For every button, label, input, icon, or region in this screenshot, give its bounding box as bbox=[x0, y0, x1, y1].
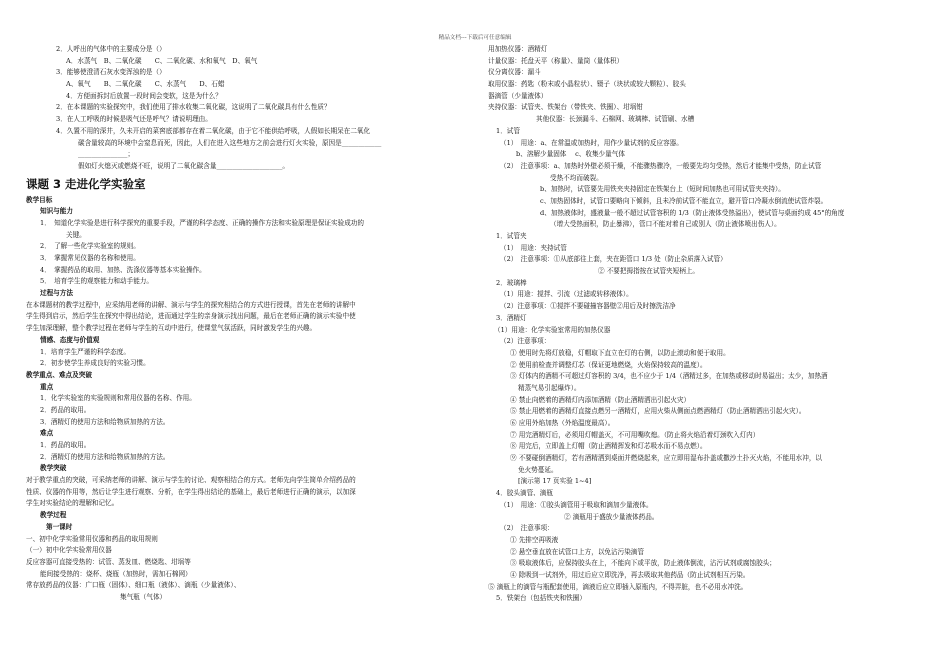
exercise-line: 2．人呼出的气体中的主要成分是（） bbox=[56, 45, 166, 53]
equipment-line: 5．铁架台（包括铁夹和铁圈） bbox=[496, 594, 586, 603]
exercise-line: 碳含量较高的环境中会窒息而死，因此，人们在进入这些地方之前会进行灯火实验，原因是____________ bbox=[78, 138, 382, 147]
lesson-line: 能间接受热的：烧杯、烧瓶（加热时，需加石棉网） bbox=[40, 569, 192, 578]
equipment-line: 器滴管（少量液体） bbox=[488, 91, 548, 100]
equipment-line: （2）注意事项： bbox=[500, 337, 551, 346]
equipment-line: ⑨ 不要碰倒酒精灯，若有酒精洒到桌面并燃烧起来，应立即用湿布扑盖或撒沙土扑灭火焰，不能用水冲，以 bbox=[510, 454, 823, 463]
equipment-line: （2） 注意事项：①从底部往上套，夹在距管口 1/3 处（防止杂质落入试管） bbox=[500, 255, 727, 264]
exercise-line: 4．方便面拆封后放置一段时间会变软，这是为什么？ bbox=[66, 91, 222, 100]
lesson-line: 学生对实验结论的理解和记忆。 bbox=[26, 499, 119, 508]
equipment-line: ① 使用时先将灯放稳，灯帽取下直立在灯的右侧，以防止滚动和便于取用。 bbox=[510, 348, 730, 357]
equipment-line: （1） 用途：夹持试管 bbox=[500, 243, 567, 252]
lesson-line: 3． 掌握常见仪器的名称和使用。 bbox=[40, 254, 140, 262]
equipment-line: b、加热时，试管要先用铁夹夹持固定在铁架台上（短时间加热也可用试管夹夹持）。 bbox=[540, 185, 785, 194]
exercise-line: A、氧气 B、二氧化碳 C、水蒸气 D、石蜡 bbox=[66, 80, 225, 89]
equipment-line: ③ 吸取液体后，应保持胶头在上，不能向下或平放，防止液体倒流，沾污试剂或腐蚀胶头； bbox=[510, 559, 776, 568]
lesson-line: 学生加深理解，整个教学过程在老师与学生的互动中进行，使课堂气氛活跃，同时激发学生的兴趣。 bbox=[26, 324, 317, 333]
lesson-line: 教学突破 bbox=[40, 464, 67, 473]
lesson-line: 反应容器可直接受热的：试管、蒸发皿、燃烧匙、坩埚等 bbox=[26, 557, 191, 566]
left-column bbox=[26, 44, 466, 604]
lesson-line: 关键。 bbox=[66, 230, 86, 239]
lesson-line: 4． 掌握药品的取用、加热、洗涤仪器等基本实验操作。 bbox=[40, 265, 206, 274]
equipment-line: （1） 用途：①胶头滴管用于吸取和滴加少量液体。 bbox=[500, 500, 653, 509]
lesson-body bbox=[26, 195, 466, 604]
equipment-line: ② 滴瓶用于盛放少量液体药品。 bbox=[564, 512, 659, 521]
lesson-line: 1．培育学生严谨的科学态度。 bbox=[40, 347, 130, 356]
lesson-line: 2．药品的取用。 bbox=[40, 405, 91, 414]
lesson-line: 集气瓶（气体） bbox=[120, 592, 167, 601]
lesson-line: 重点 bbox=[40, 382, 54, 391]
equipment-line: 取用仪器：药匙（粉末或小晶粒状）、镊子（块状或较大颗粒）、胶头 bbox=[488, 80, 686, 89]
equipment-line: 精蒸气易引起爆炸）。 bbox=[518, 383, 581, 392]
equipment-line: （2） 注意事项：a、加热时外壁必须干燥，不能骤热骤冷，一般要先均匀受热，然后才能集中受热，防止试管 bbox=[500, 161, 822, 170]
lesson-line: （一）初中化学实验常用仪器 bbox=[26, 546, 112, 555]
lesson-line: 1．药品的取用。 bbox=[40, 441, 91, 449]
equipment-line: ④ 禁止向燃着的酒精灯内添加酒精（防止酒精洒出引起火灾） bbox=[510, 395, 691, 404]
exercise-line: 4．久置不用的深井，久未开启的菜窖底部都存在着二氧化碳，由于它不能供给呼吸，人假如长期呆在二氧化 bbox=[56, 126, 371, 135]
exercise-line: 假如灯火熄灭或燃烧不旺，说明了二氧化碳含量____________________。 bbox=[78, 161, 289, 170]
equipment-line: 其他仪器：长颈漏斗、石棉网、玻璃棒、试管刷、水槽 bbox=[536, 115, 695, 124]
equipment-line: ⑤ 禁止用燃着的酒精灯直接点燃另一酒精灯，应用火柴从侧面点燃酒精灯（防止酒精洒出引起火灾）。 bbox=[510, 407, 806, 416]
lesson-line: 一、初中化学实验常用仪器和药品的取用规则 bbox=[26, 534, 158, 543]
equipment-line: ⑦ 用完酒精灯后，必须用灯帽盖灭，不可用嘴吹熄。（防止将火焰沿着灯颈吹入灯内） bbox=[510, 430, 760, 439]
lesson-line: 对于教学重点的突破，可采纳老师的讲解、演示与学生的讨论、观察相结合的方式。老师先向学生简单介绍药品的 bbox=[26, 476, 356, 485]
equipment-line: （2）注意事项：①搅拌不要碰撞容器壁②用后及时擦洗洁净 bbox=[500, 302, 676, 311]
equipment-line: 用加热仪器：酒精灯 bbox=[488, 45, 548, 53]
equipment-line: b、溶解少量固体 c、收集少量气体 bbox=[516, 150, 625, 159]
lesson-line: 2．初步使学生养成良好的实验习惯。 bbox=[40, 359, 150, 368]
lesson-title: 课题 3 走进化学实验室 bbox=[26, 176, 146, 191]
equipment-line: （1）用途：搅拌、引流（过滤或转移液体）。 bbox=[500, 290, 633, 299]
right-column bbox=[488, 44, 928, 605]
equipment-section bbox=[488, 44, 928, 605]
lesson-line: 2．酒精灯的使用方法和给物质加热的方法。 bbox=[40, 452, 170, 461]
equipment-line: 受热不均而破裂。 bbox=[550, 173, 603, 182]
lesson-line: 5． 培育学生的观察能力和动手能力。 bbox=[40, 277, 153, 286]
equipment-line: 免火势蔓延。 bbox=[518, 465, 558, 474]
equipment-line: ⑧ 用完后，立即盖上灯帽（防止酒精挥发和灯芯吸水而不易点燃）。 bbox=[510, 442, 707, 451]
lesson-line: 过程与方法 bbox=[40, 289, 73, 298]
equipment-line: 计量仪器：托盘天平（称量）、量筒（量体积） bbox=[488, 56, 624, 65]
equipment-line: ② 使用前检查并调整灯芯（保证更地燃烧，火焰保持较高的温度）。 bbox=[510, 360, 707, 369]
lesson-line: 情感、态度与价值观 bbox=[40, 335, 100, 344]
lesson-line: 1． 知道化学实验是进行科学探究的重要手段，严谨的科学态度、正确的操作方法和实验原理是保证实验成功的 bbox=[40, 218, 364, 227]
lesson-line: 在本课题材的教学过程中，应采纳用老师的讲解、演示与学生的探究相结合的方式进行授课，首先在老师的讲解中 bbox=[26, 300, 356, 309]
lesson-line: 学生得到启示，然后学生在探究中得出结论，进而通过学生的亲身演示找出问题，最后在老师正确的演示实验中使 bbox=[26, 312, 356, 321]
equipment-line: d、加热液体时，盛液量一般不超过试管容积的 1/3（防止液体受热溢出），使试管与桌面约成 45°的角度 bbox=[540, 208, 845, 217]
equipment-line: 夹持仪器：试管夹、铁架台（带铁夹、铁圈）、坩埚钳 bbox=[488, 103, 643, 112]
lesson-line: 知识与能力 bbox=[40, 207, 73, 216]
equipment-line: ④ 除吸到一试剂外，用过后应立即洗净，再去吸取其他药品（防止试剂相互污染。 bbox=[510, 570, 750, 579]
equipment-line: [演示第 17 页实验 1~4] bbox=[518, 477, 592, 486]
equipment-line: 1．试管夹 bbox=[496, 232, 527, 240]
equipment-line: 3．酒精灯 bbox=[496, 313, 527, 322]
lesson-line: 常存放药品的仪器：广口瓶（固体）、细口瓶（液体）、滴瓶（少量液体）、 bbox=[26, 581, 241, 590]
equipment-line: （1）用途：化学实验室常用的加热仪器 bbox=[494, 325, 611, 334]
lesson-line: 性质、仪器的作用等，然后让学生进行观察、分析，在学生得出结论的基础上，最后老师进行正确的演示，以加深 bbox=[26, 487, 356, 496]
equipment-line: （1） 用途：a、在常温或加热时，用作少量试剂的反应容器。 bbox=[500, 138, 683, 147]
exercise-line: A．水蒸气 B、二氧化碳 C、二氧化碳、水和氧气 D、氧气 bbox=[66, 56, 258, 65]
equipment-line: （2） 注意事项： bbox=[500, 524, 554, 533]
lesson-line: 3．酒精灯的使用方法和给物质加热的方法。 bbox=[40, 417, 170, 426]
exercise-line: 2．在本课题的实验探究中，我们使用了排水收集二氧化碳，这说明了二氧化碳具有什么性质？ bbox=[56, 103, 331, 112]
equipment-line: ③ 灯体内的酒精不可超过灯容积的 3/4，也不应少于 1/4（酒精过多，在加热或移动时易溢出；太少，加热酒 bbox=[510, 372, 828, 381]
page-header: 精品文档---下载后可任意编辑 bbox=[438, 35, 512, 41]
exercise-line: 3．能够使澄清石灰水变浑浊的是（） bbox=[56, 68, 166, 77]
exercise-line: _______________； bbox=[78, 150, 135, 159]
equipment-line: ② 悬空垂直放在试管口上方，以免沾污染滴管 bbox=[510, 547, 644, 556]
lesson-line: 教学目标 bbox=[26, 195, 53, 204]
equipment-line: ⑥ 应用外焰加热（外焰温度最高）。 bbox=[510, 419, 615, 427]
equipment-line: 仪分离仪器：漏斗 bbox=[488, 68, 541, 77]
equipment-line: ② 不要把拇指按在试管夹短柄上。 bbox=[598, 267, 700, 276]
equipment-line: 2．玻璃棒 bbox=[496, 278, 527, 287]
lesson-line: 第一课时 bbox=[46, 522, 73, 531]
exercise-line: 3．在人工呼吸的时候是吸气还是呼气？请说明理由。 bbox=[56, 115, 212, 124]
lesson-line: 2． 了解一些化学实验室的规则。 bbox=[40, 242, 140, 251]
exercise-section bbox=[26, 44, 466, 173]
equipment-line: ⑤ 滴瓶上的滴管与瓶配套使用，滴液后应立即插入原瓶内，不得弄脏，也不必用水冲洗。 bbox=[488, 582, 748, 591]
lesson-line: 教学过程 bbox=[40, 511, 67, 520]
lesson-line: 1．化学实验室的实验规则和常用仪器的名称、作用。 bbox=[40, 394, 196, 403]
equipment-line: （增大受热面积，防止暴沸），管口不能对着自己或别人（防止液体喷出伤人）。 bbox=[550, 220, 781, 229]
equipment-line: c、加热固体时，试管口要略向下倾斜，且未冷前试管不能直立，避开管口冷凝水倒流使试管炸裂。 bbox=[540, 196, 828, 205]
lesson-line: 难点 bbox=[40, 429, 54, 438]
equipment-line: ① 先排空再吸液 bbox=[510, 535, 559, 544]
equipment-line: 4．胶头滴管、滴瓶 bbox=[496, 489, 553, 498]
lesson-line: 教学重点、难点及突破 bbox=[26, 370, 92, 379]
equipment-line: 1．试管 bbox=[496, 126, 520, 135]
